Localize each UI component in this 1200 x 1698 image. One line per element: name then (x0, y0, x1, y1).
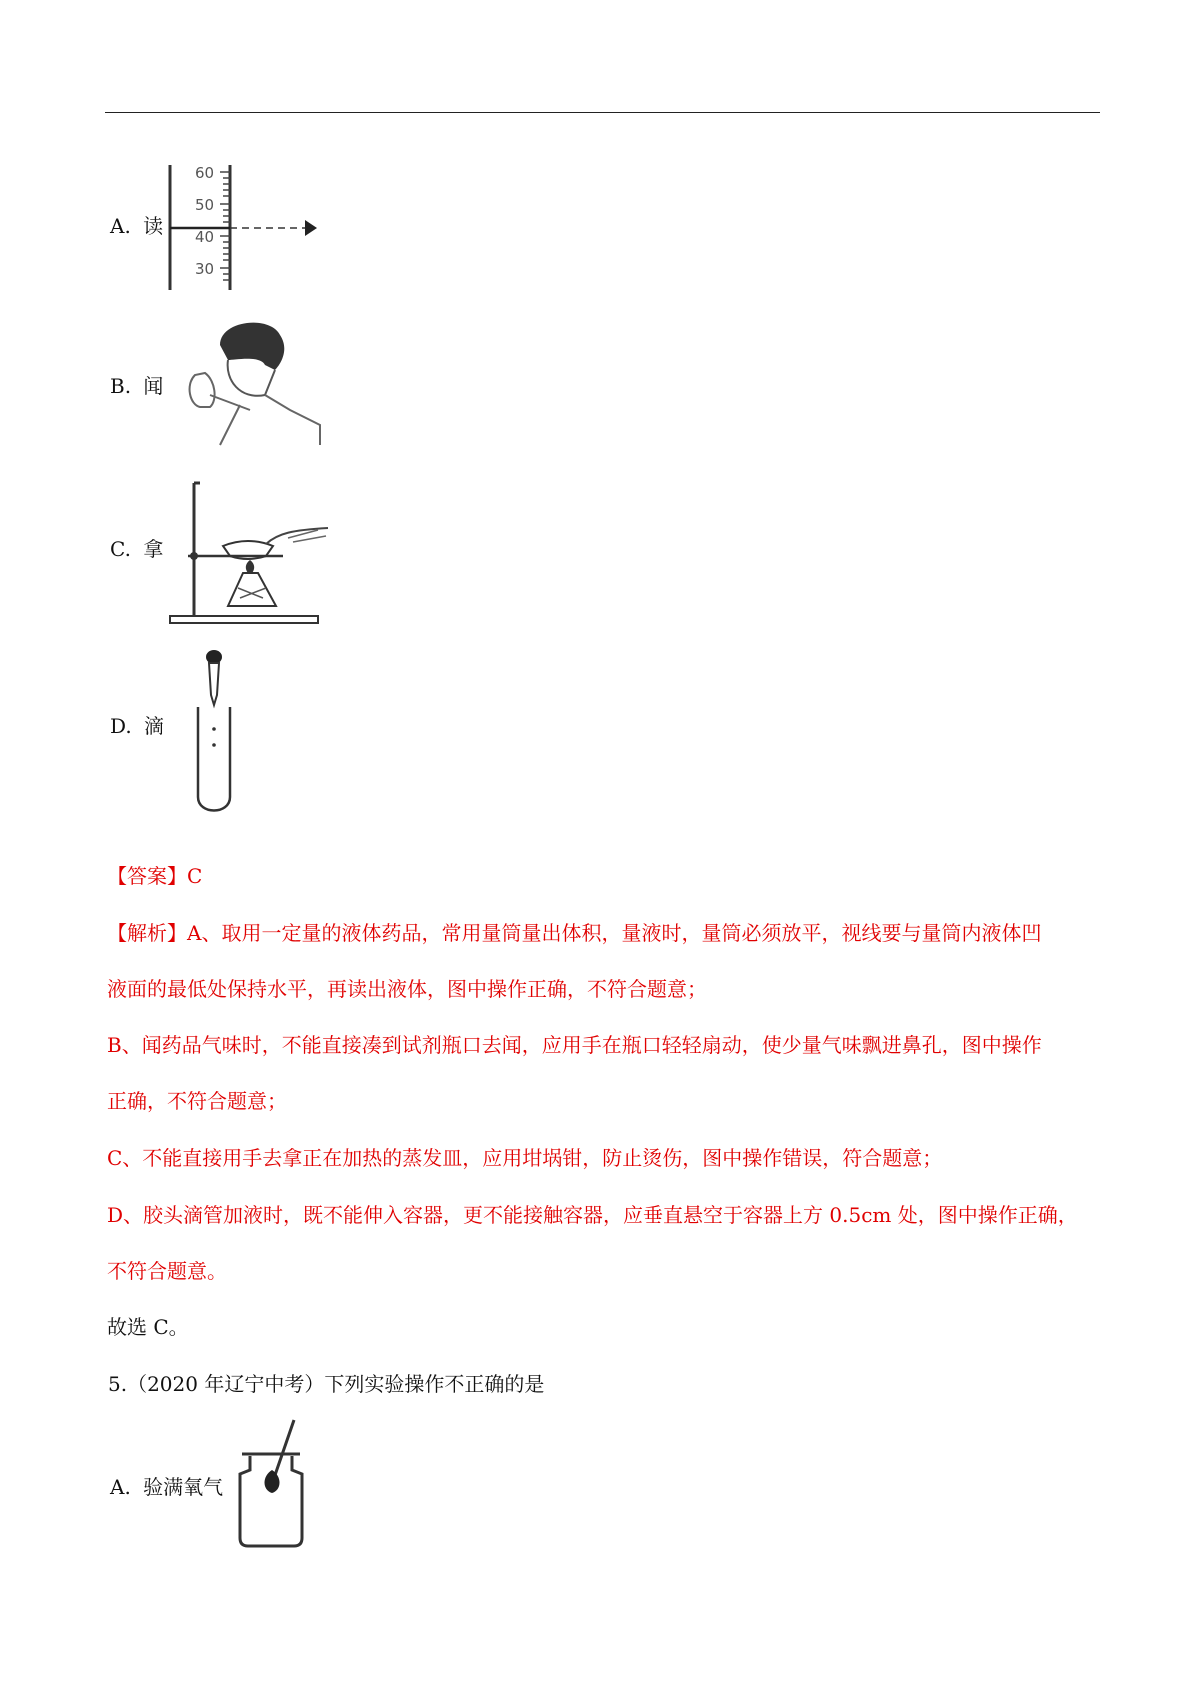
option-letter: B. (110, 374, 132, 398)
conclusion-line: 故选 C。 (107, 1315, 189, 1339)
tick-label: 50 (195, 196, 215, 214)
tick-label: 30 (195, 260, 215, 278)
option-letter: C. (110, 537, 131, 561)
option-text: 滴 (144, 714, 165, 738)
analysis-line: 正确，不符合题意； (107, 1089, 287, 1113)
option-letter: A. (110, 1475, 131, 1499)
option-c (110, 537, 163, 561)
option-letter: A. (110, 214, 131, 238)
q5-option-a (110, 1475, 223, 1499)
option-text: 验满氧气 (143, 1475, 224, 1499)
option-text: 拿 (143, 537, 164, 561)
tick-label: 40 (195, 228, 215, 246)
answer-line: 【答案】C (107, 864, 203, 888)
smelling-gas-figure (180, 315, 330, 445)
tick-label: 60 (195, 164, 215, 182)
analysis-line: 【解析】A、取用一定量的液体药品，常用量筒量出体积，量液时，量筒必须放平，视线要与量筒内液体凹 (107, 921, 1042, 945)
option-text: 闻 (143, 374, 164, 398)
option-text: 读 (143, 214, 164, 238)
option-letter: D. (110, 714, 132, 738)
oxygen-bottle-figure (236, 1418, 306, 1548)
option-a (110, 214, 163, 238)
header-rule (105, 112, 1100, 113)
question-5: 5.（2020 年辽宁中考）下列实验操作不正确的是 (108, 1372, 545, 1396)
option-d (110, 714, 164, 738)
evaporating-dish-figure (168, 478, 338, 628)
analysis-line: 不符合题意。 (107, 1259, 227, 1283)
analysis-line: 液面的最低处保持水平，再读出液体，图中操作正确，不符合题意； (107, 977, 707, 1001)
analysis-line: C、不能直接用手去拿正在加热的蒸发皿，应用坩埚钳，防止烫伤，图中操作错误，符合题意； (107, 1146, 943, 1170)
option-b (110, 374, 163, 398)
graduated-cylinder-figure (165, 160, 325, 290)
eye-icon (305, 220, 317, 236)
dropper-test-tube-figure (190, 645, 250, 815)
analysis-line: B、闻药品气味时，不能直接凑到试剂瓶口去闻，应用手在瓶口轻轻扇动，使少量气味飘进鼻孔，图中操作 (107, 1033, 1042, 1057)
analysis-line: D、胶头滴管加液时，既不能伸入容器，更不能接触容器，应垂直悬空于容器上方 0.5cm 处，图中操作正确， (107, 1203, 1078, 1227)
